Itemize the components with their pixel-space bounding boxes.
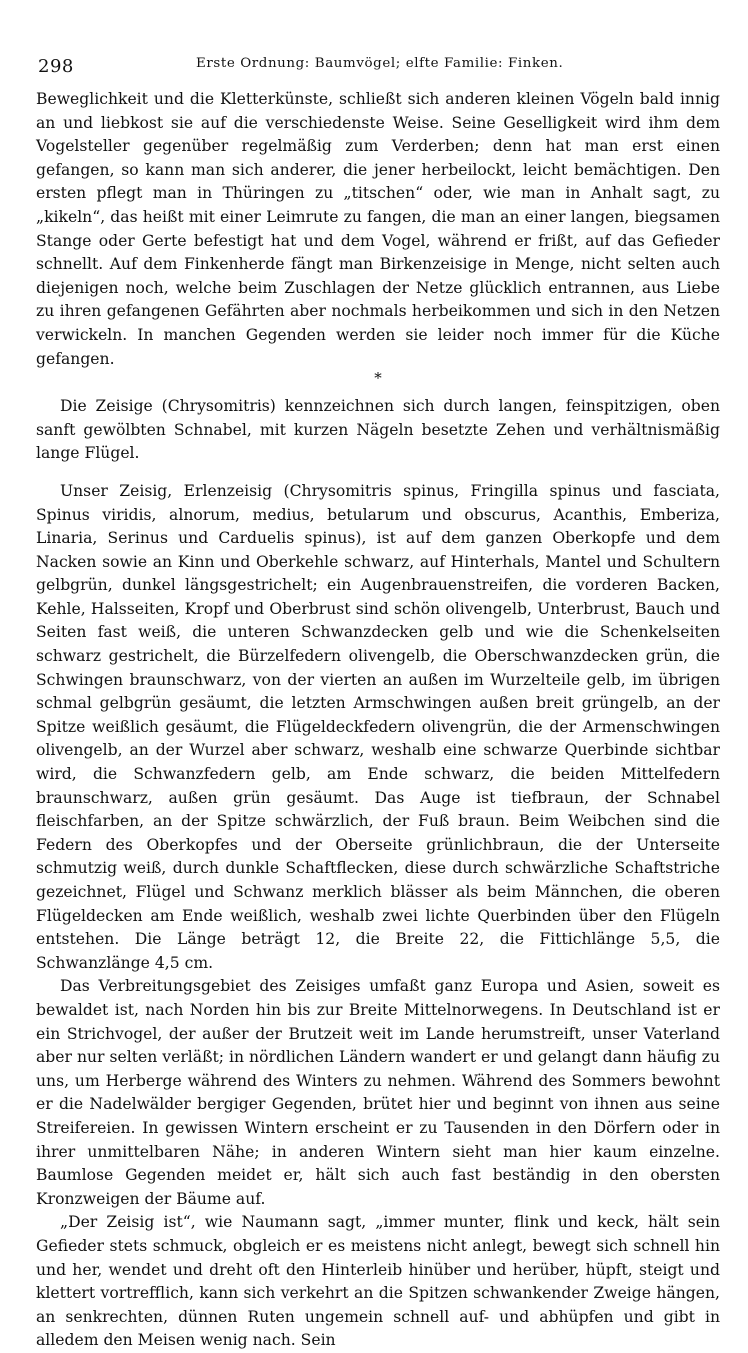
paragraph-behavior-quote: „Der Zeisig ist“, wie Naumann sagt, „immer munter, flink und keck, hält sein Gefieder stets schmuck, obgleich er es meistens nicht anlegt, bewegt sich schnell hin und her, wendet und dreht oft den Hinterleib hinüber und herüber, hüpft, steigt und klettert vortrefflich, kann sich verkehrt an die Spitzen schwankender Zweige hängen, an senkrechten, dünnen Ruten ungemein schnell auf- und abhüpfen und gibt in alledem den Meisen wenig nach. Sein xyxy=(36,1213,720,1350)
paragraph-continued: Beweglichkeit und die Kletterkünste, schließt sich anderen kleinen Vögeln bald innig an und liebkost sie auf die verschiedenste Weise. Seine Geselligkeit wird ihm dem Vogelsteller gegenüber regelmäßig zum Verderben; denn hat man erst einen gefangen, so kann man sich anderer, die jener herbeilockt, leicht bemächtigen. Den ersten pflegt man in Thüringen zu „titschen“ oder, wie man in Anhalt sagt, zu „kikeln“, das heißt mit einer Leimrute zu fangen, die man an einer langen, biegsamen Stange oder Gerte befestigt hat und dem Vogel, während er frißt, auf das Gefieder schnellt. Auf dem Finkenherde fängt man Birkenzeisige in Menge, nicht selten auch diejenigen noch, welche beim Zuschlagen der Netze glücklich entrannen, aus Liebe zu ihren gefangenen Gefährten aber nochmals herbeikommen und sich in den Netzen verwickeln. In manchen Gegenden werden sie leider noch immer für die Küche gefangen. xyxy=(36,90,720,368)
body-text xyxy=(36,88,720,1353)
page-header xyxy=(36,50,720,88)
paragraph-genus-description: Die Zeisige (Chrysomitris) kennzeichnen sich durch langen, feinspitzigen, oben sanft gewölbten Schnabel, mit kurzen Nägeln besetzte Zehen und verhältnismäßig lange Flügel. xyxy=(36,397,720,463)
paragraph-species-description: Unser Zeisig, Erlenzeisig (Chrysomitris spinus, Fringilla spinus und fasciata, Spinus viridis, alnorum, medius, betularum und obscurus, Acanthis, Emberiza, Linaria, Serinus und Carduelis spinus), ist auf dem ganzen Oberkopfe und dem Nacken sowie an Kinn und Oberkehle schwarz, auf Hinterhals, Mantel und Schultern gelbgrün, dunkel längsgestrichelt; ein Augenbrauenstreifen, die vorderen Backen, Kehle, Halsseiten, Kropf und Oberbrust sind schön olivengelb, Unterbrust, Bauch und Seiten fast weiß, die unteren Schwanzdecken gelb und wie die Schenkelseiten schwarz gestrichelt, die Bürzelfedern olivengelb, die Oberschwanzdecken grün, die Schwingen braunschwarz, von der vierten an außen im Wurzelteile gelb, im übrigen schmal gelbgrün gesäumt, die letzten Armschwingen außen breit grüngelb, an der Spitze weißlich gesäumt, die Flügeldeckfedern olivengrün, die der Armenschwingen olivengelb, an der Wurzel aber schwarz, weshalb eine schwarze Querbinde sichtbar wird, die Schwanzfedern gelb, am Ende schwarz, die beiden Mittelfedern braunschwarz, außen grün gesäumt. Das Auge ist tiefbraun, der Schnabel fleischfarben, an der Spitze schwärzlich, der Fuß braun. Beim Weibchen sind die Federn des Oberkopfes und der Oberseite grünlichbraun, die der Unterseite schmutzig weiß, durch dunkle Schaftflecken, diese durch schwärzliche Schaftstriche gezeichnet, Flügel und Schwanz merklich blässer als beim Männchen, die oberen Flügeldecken am Ende weißlich, weshalb zwei lichte Querbinden über den Flügeln entstehen. Die Länge beträgt 12, die Breite 22, die Fittichlänge 5,5, die Schwanzlänge 4,5 cm. xyxy=(36,481,720,972)
page xyxy=(36,50,720,1353)
paragraph-distribution: Das Verbreitungsgebiet des Zeisiges umfaßt ganz Europa und Asien, soweit es bewaldet ist, nach Norden hin bis zur Breite Mittelnorwegens. In Deutschland ist er ein Strichvogel, der außer der Brutzeit weit im Lande herumstreift, unser Vaterland aber nur selten verläßt; in nördlichen Ländern wandert er und gelangt dann häufig zu uns, um Herberge während des Winters zu nehmen. Während des Sommers bewohnt er die Nadelwälder bergiger Gegenden, brütet hier und beginnt von ihnen aus seine Streifereien. In gewissen Wintern erscheint er zu Tausenden in den Dörfern oder in ihrer unmittelbaren Nähe; in anderen Wintern sieht man hier kaum einzelne. Baumlose Gegenden meidet er, hält sich auch fast beständig in den obersten Kronzweigen der Bäume auf. xyxy=(36,977,720,1208)
section-separator: * xyxy=(374,369,382,388)
page-number: 298 xyxy=(38,56,74,77)
running-head: Erste Ordnung: Baumvögel; elfte Familie: Finken. xyxy=(196,56,564,71)
